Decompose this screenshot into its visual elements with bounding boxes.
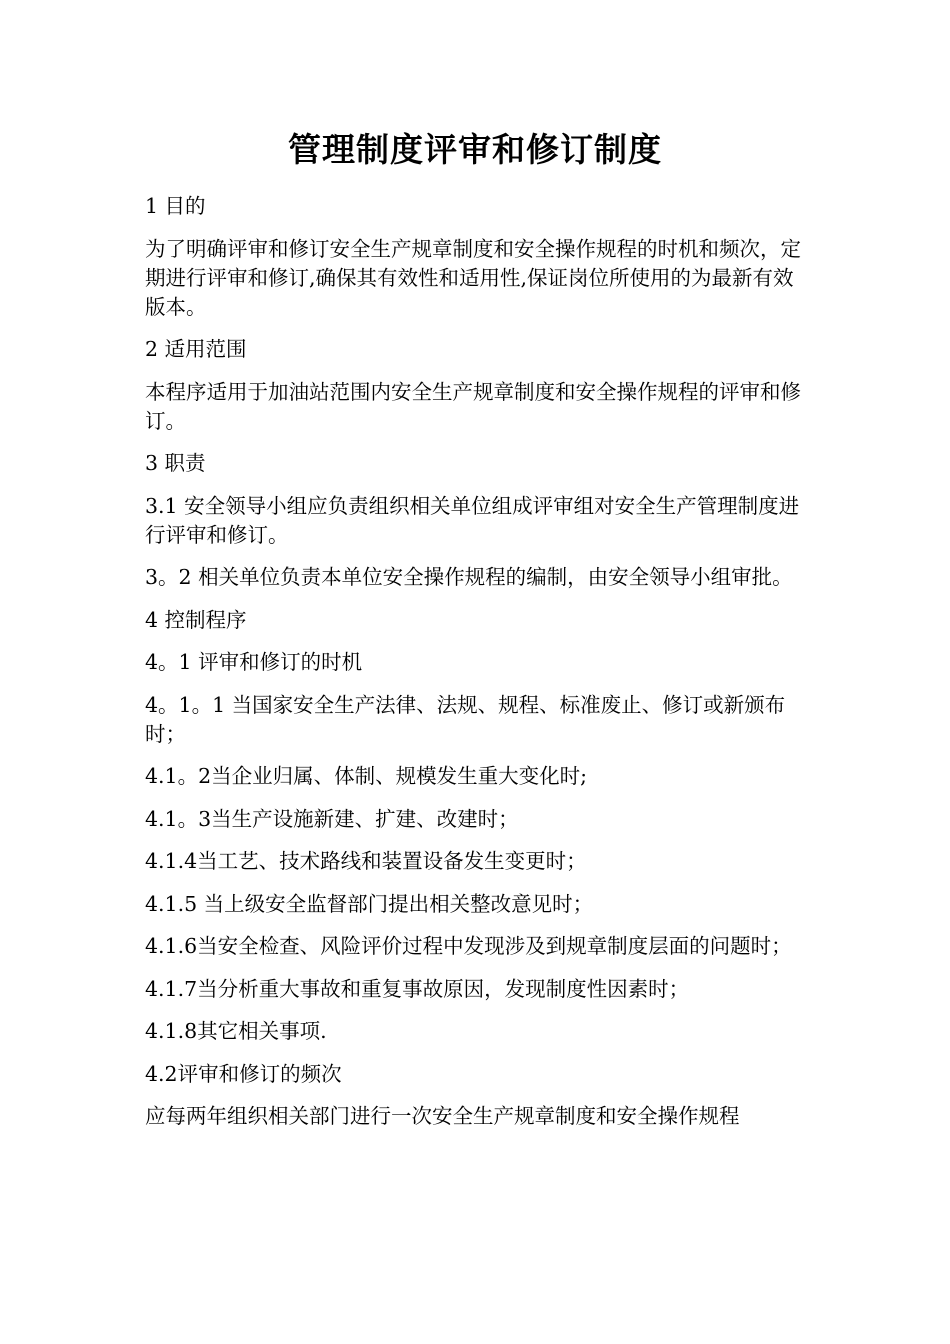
section-heading-control: 4 控制程序	[145, 607, 247, 632]
paragraph: 本程序适用于加油站范围内安全生产规章制度和安全操作规程的评审和修订。	[145, 379, 801, 433]
list-item: 4.1.4当工艺、技术路线和装置设备发生变更时；	[145, 849, 587, 873]
section-heading-scope: 2 适用范围	[145, 337, 247, 361]
subsection-heading: 4.2评审和修订的频次	[145, 1061, 342, 1086]
section-heading-responsibility: 3 职责	[145, 451, 206, 475]
list-item: 4.1.7当分析重大事故和重复事故原因，发现制度性因素时；	[145, 976, 690, 1001]
subsection-heading: 4。1 评审和修订的时机	[145, 650, 363, 674]
list-item: 4。1。1 当国家安全生产法律、法规、规程、标准废止、修订或新颁布时；	[145, 692, 786, 746]
list-item: 4.1.6当安全检查、风险评价过程中发现涉及到规章制度层面的问题时；	[145, 934, 792, 958]
list-item: 4.1.5 当上级安全监督部门提出相关整改意见时；	[145, 891, 594, 916]
paragraph: 为了明确评审和修订安全生产规章制度和安全操作规程的时机和频次，定期进行评审和修订,确保其有效性和适用性,保证岗位所使用的为最新有效版本。	[145, 236, 801, 319]
list-item: 4.1。2当企业归属、体制、规模发生重大变化时;	[145, 764, 588, 788]
list-item: 4.1.8其它相关事项.	[145, 1019, 327, 1043]
section-heading-purpose: 1 目的	[145, 194, 206, 218]
paragraph: 3.1 安全领导小组应负责组织相关单位组成评审组对安全生产管理制度进行评审和修订。	[145, 493, 800, 547]
document-body	[145, 192, 807, 1145]
document-title: 管理制度评审和修订制度	[288, 130, 662, 169]
paragraph: 应每两年组织相关部门进行一次安全生产规章制度和安全操作规程	[145, 1104, 740, 1128]
paragraph: 3。2 相关单位负责本单位安全操作规程的编制，由安全领导小组审批。	[145, 565, 793, 589]
list-item: 4.1。3当生产设施新建、扩建、改建时；	[145, 806, 519, 831]
